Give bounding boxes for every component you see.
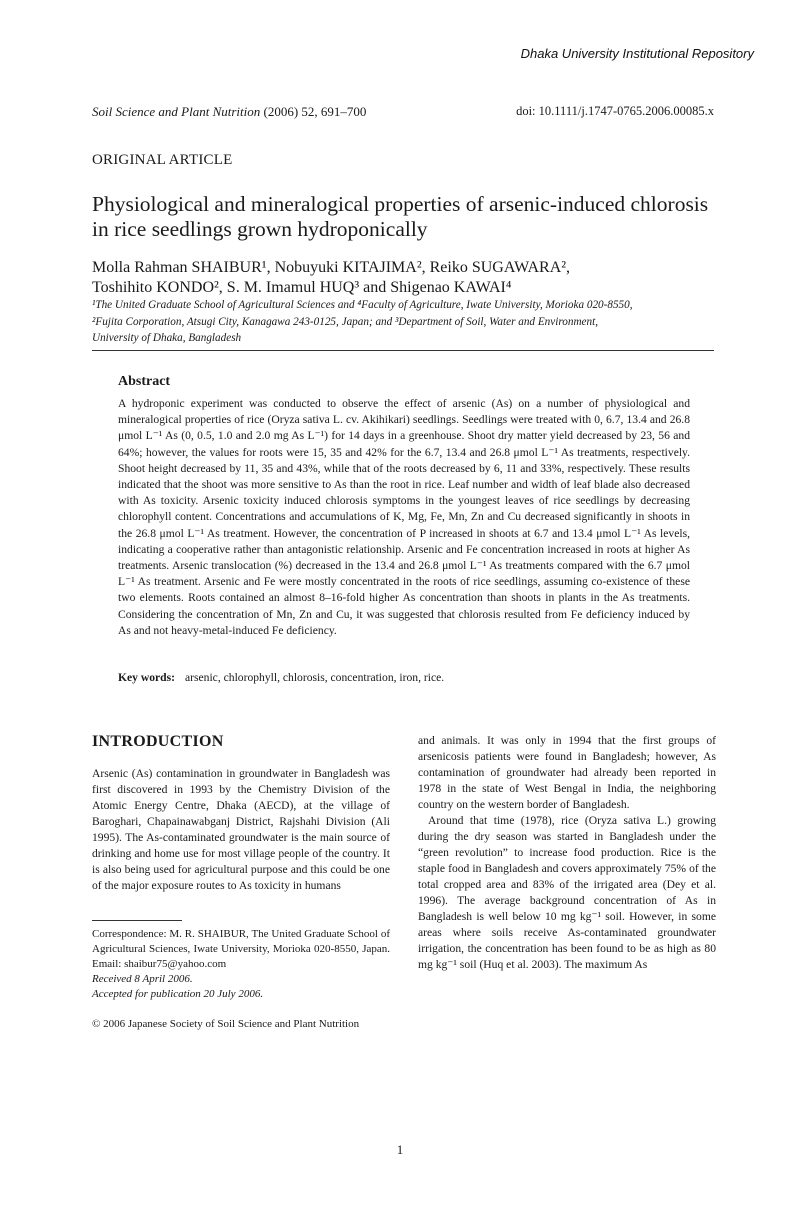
journal-citation [92, 104, 366, 120]
journal-volume: (2006) 52, 691–700 [260, 104, 367, 119]
authors-line-2: Toshihito KONDO², S. M. Imamul HUQ³ and Shigenao KAWAI⁴ [92, 279, 512, 296]
repository-header: Dhaka University Institutional Repository [520, 46, 754, 61]
abstract-heading: Abstract [118, 374, 171, 389]
received-date: Received 8 April 2006. [92, 973, 193, 985]
authors-line-1: Molla Rahman SHAIBUR¹, Nobuyuki KITAJIMA², Reiko SUGAWARA², [92, 259, 571, 276]
keywords [118, 671, 690, 684]
correspondence-text: Correspondence: M. R. SHAIBUR, The United Graduate School of Agricultural Sciences, Iwate University, Morioka 020-8550, Japan. Email: shaibur75@yahoo.com [92, 928, 390, 970]
journal-name: Soil Science and Plant Nutrition [92, 104, 261, 119]
footnote-divider [92, 920, 182, 921]
affiliation-3: University of Dhaka, Bangladesh [92, 332, 242, 344]
intro-left-column [92, 766, 390, 894]
introduction-heading: INTRODUCTION [92, 733, 224, 750]
accepted-date: Accepted for publication 20 July 2006. [92, 988, 264, 1000]
author-list [92, 258, 712, 298]
keywords-text: arsenic, chlorophyll, chlorosis, concentration, iron, rice. [185, 671, 445, 684]
page-number: 1 [396, 1142, 404, 1157]
affiliations [92, 297, 712, 347]
correspondence-note [92, 927, 390, 1002]
keywords-label: Key words: [118, 671, 175, 684]
intro-paragraph-1-cont: and animals. It was only in 1994 that the first groups of arsenicosis patients were found in Bangladesh; however, As contamination of groundwater had already been reported in 1978 in the state of West Bengal in India, the neighboring country on the western border of Bangladesh. [418, 734, 716, 811]
affiliation-2: ²Fujita Corporation, Atsugi City, Kanagawa 243-0125, Japan; and ³Department of Soil, Water and Environment, [92, 315, 598, 328]
intro-paragraph-1: Arsenic (As) contamination in groundwater in Bangladesh was first discovered in 1993 by the Chemistry Division of the Atomic Energy Centre, Dhaka (AECD), at the village of Baroghari, Chapainawabganj District, Rajshahi Division (Ali 1995). The As-contaminated groundwater is the main source of drinking and home use for most village people of the country. It is also being used for agricultural purpose and this could be one of the major exposure routes to As toxicity in humans [92, 767, 390, 892]
copyright-notice: © 2006 Japanese Society of Soil Science and Plant Nutrition [92, 1018, 360, 1030]
intro-paragraph-2: Around that time (1978), rice (Oryza sativa L.) growing during the dry season was started in Bangladesh under the “green revolution” to increase food production. Rice is the staple food in Bangladesh and covers approximately 75% of the total cropped area and 83% of the irrigated area (Dey et al. 1996). The average background concentration of As in Bangladesh is well below 10 mg kg⁻¹ soil. However, in some areas where soils receive As-contaminated groundwater irrigation, the concentration has been found to be as high as 80 mg kg⁻¹ soil (Huq et al. 2003). The maximum As [418, 814, 716, 971]
abstract-text: A hydroponic experiment was conducted to observe the effect of arsenic (As) on a number of physiological and mineralogical properties of rice (Oryza sativa L. cv. Akihikari) seedlings. Seedlings were treated with 0, 6.7, 13.4 and 26.8 μmol L⁻¹ As (0, 0.5, 1.0 and 2.0 mg As L⁻¹) for 14 days in a greenhouse. Shoot dry matter yield decreased by 23, 56 and 64%; however, the values for roots were 15, 35 and 42% for the 6.7, 13.4 and 26.8 μmol L⁻¹ As treatments, respectively. Shoot height decreased by 11, 35 and 43%, while that of the roots decreased by 6, 11 and 33%, respectively. These results indicated that the shoot was more sensitive to As than the root in rice. Leaf number and width of leaf blade also decreased with As toxicity. Arsenic toxicity induced chlorosis symptoms in the youngest leaves of rice seedlings by decreasing chlorophyll content. Concentrations and accumulations of K, Mg, Fe, Mn, Zn and Cu decreased significantly in shoots in the 26.8 μmol L⁻¹ As treatment. However, the concentration of P increased in shoots at 6.7 and 13.4 μmol L⁻¹ As levels, indicating a cooperative rather than antagonistic relationship. Arsenic and Fe concentration increased in roots at higher As treatments. Arsenic translocation (%) decreased in the 13.4 and 26.8 μmol L⁻¹ As treatments compared with the 6.7 μmol L⁻¹ As treatment. Arsenic and Fe were mostly concentrated in the roots of rice seedlings, assuming co-existence of these two elements. Roots contained an almost 8–16-fold higher As concentration than shoots in plants in the As treatments. Considering the concentration of Mn, Zn and Cu, it was suggested that chlorosis resulted from Fe deficiency induced by As and not heavy-metal-induced Fe deficiency. [118, 397, 691, 637]
paper-title: Physiological and mineralogical properties of arsenic-induced chlorosis in rice seedlings grown hydroponically [92, 192, 709, 241]
intro-right-column [418, 733, 716, 973]
doi: doi: 10.1111/j.1747-0765.2006.00085.x [516, 104, 714, 118]
article-type: ORIGINAL ARTICLE [92, 152, 233, 168]
header-divider [92, 350, 714, 351]
affiliation-1: ¹The United Graduate School of Agricultural Sciences and ⁴Faculty of Agriculture, Iwate University, Morioka 020-8550, [92, 299, 633, 311]
